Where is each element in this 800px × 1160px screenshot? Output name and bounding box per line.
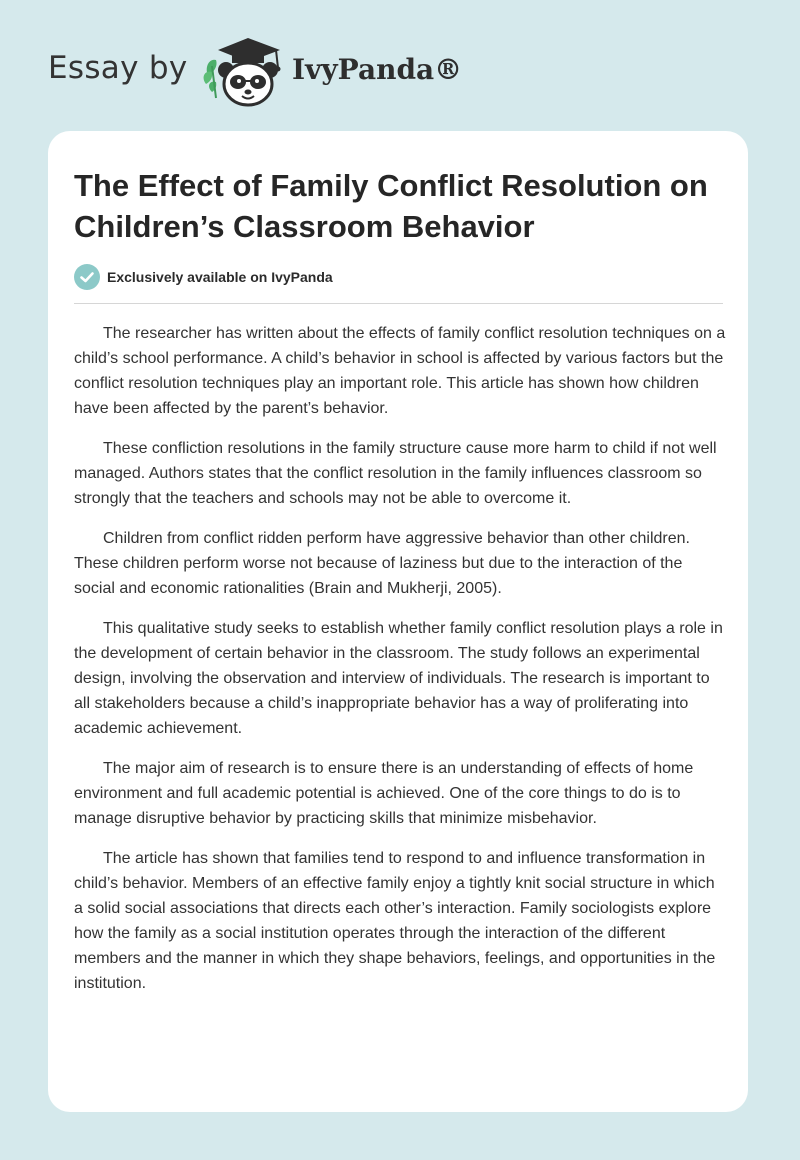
paragraph: Children from conflict ridden perform have aggressive behavior than other children. These children perform worse not because of laziness but due to the interaction of the social and economic rationalities (Brain and Mukherji, 2005). [74,530,690,597]
essay-card [48,131,748,1112]
paragraph: The researcher has written about the effects of family conflict resolution techniques on a child’s school performance. A child’s behavior in school is affected by various factors but the conflict resolution techniques play an important role. This article has shown how children have been affected by the parent’s behavior. [74,325,726,417]
exclusive-badge [74,264,474,290]
panda-graduate-logo-icon[interactable] [202,36,288,108]
site-header [48,36,508,106]
paragraph: These confliction resolutions in the family structure cause more harm to child if not well managed. Authors states that the conflict resolution in the family influences classroom so strongly that the teachers and schools may not be able to overcome it. [74,440,717,507]
page-title: The Effect of Family Conflict Resolution on Children’s Classroom Behavior [74,168,708,244]
paragraph: This qualitative study seeks to establish whether family conflict resolution plays a role in the development of certain behavior in the classroom. The study follows an experimental design, involving the observation and interview of individuals. The research is important to all stakeholders because a child’s inappropriate behavior has a way of proliferating into academic achievement. [74,620,723,737]
exclusive-badge-label: Exclusively available on IvyPanda [107,269,333,285]
paragraph: The article has shown that families tend to respond to and influence transformation in child’s behavior. Members of an effective family enjoy a tightly knit social structure in which a solid social associations that directs each other’s interaction. Family sociologists explore how the family as a social institution operates through the interaction of the different members and the manner in which they shape behaviors, feelings, and opportunities in the institution. [74,850,716,992]
essay-body [74,321,726,1011]
divider [74,303,723,304]
leaf-icon [204,60,217,98]
brand-name[interactable]: IvyPanda® [292,53,463,86]
check-circle-icon [74,264,100,290]
paragraph: The major aim of research is to ensure there is an understanding of effects of home environment and full academic potential is achieved. One of the core things to do is to manage disruptive behavior by practicing skills that minimize misbehavior. [74,760,694,827]
essay-by-label: Essay by [48,50,188,86]
